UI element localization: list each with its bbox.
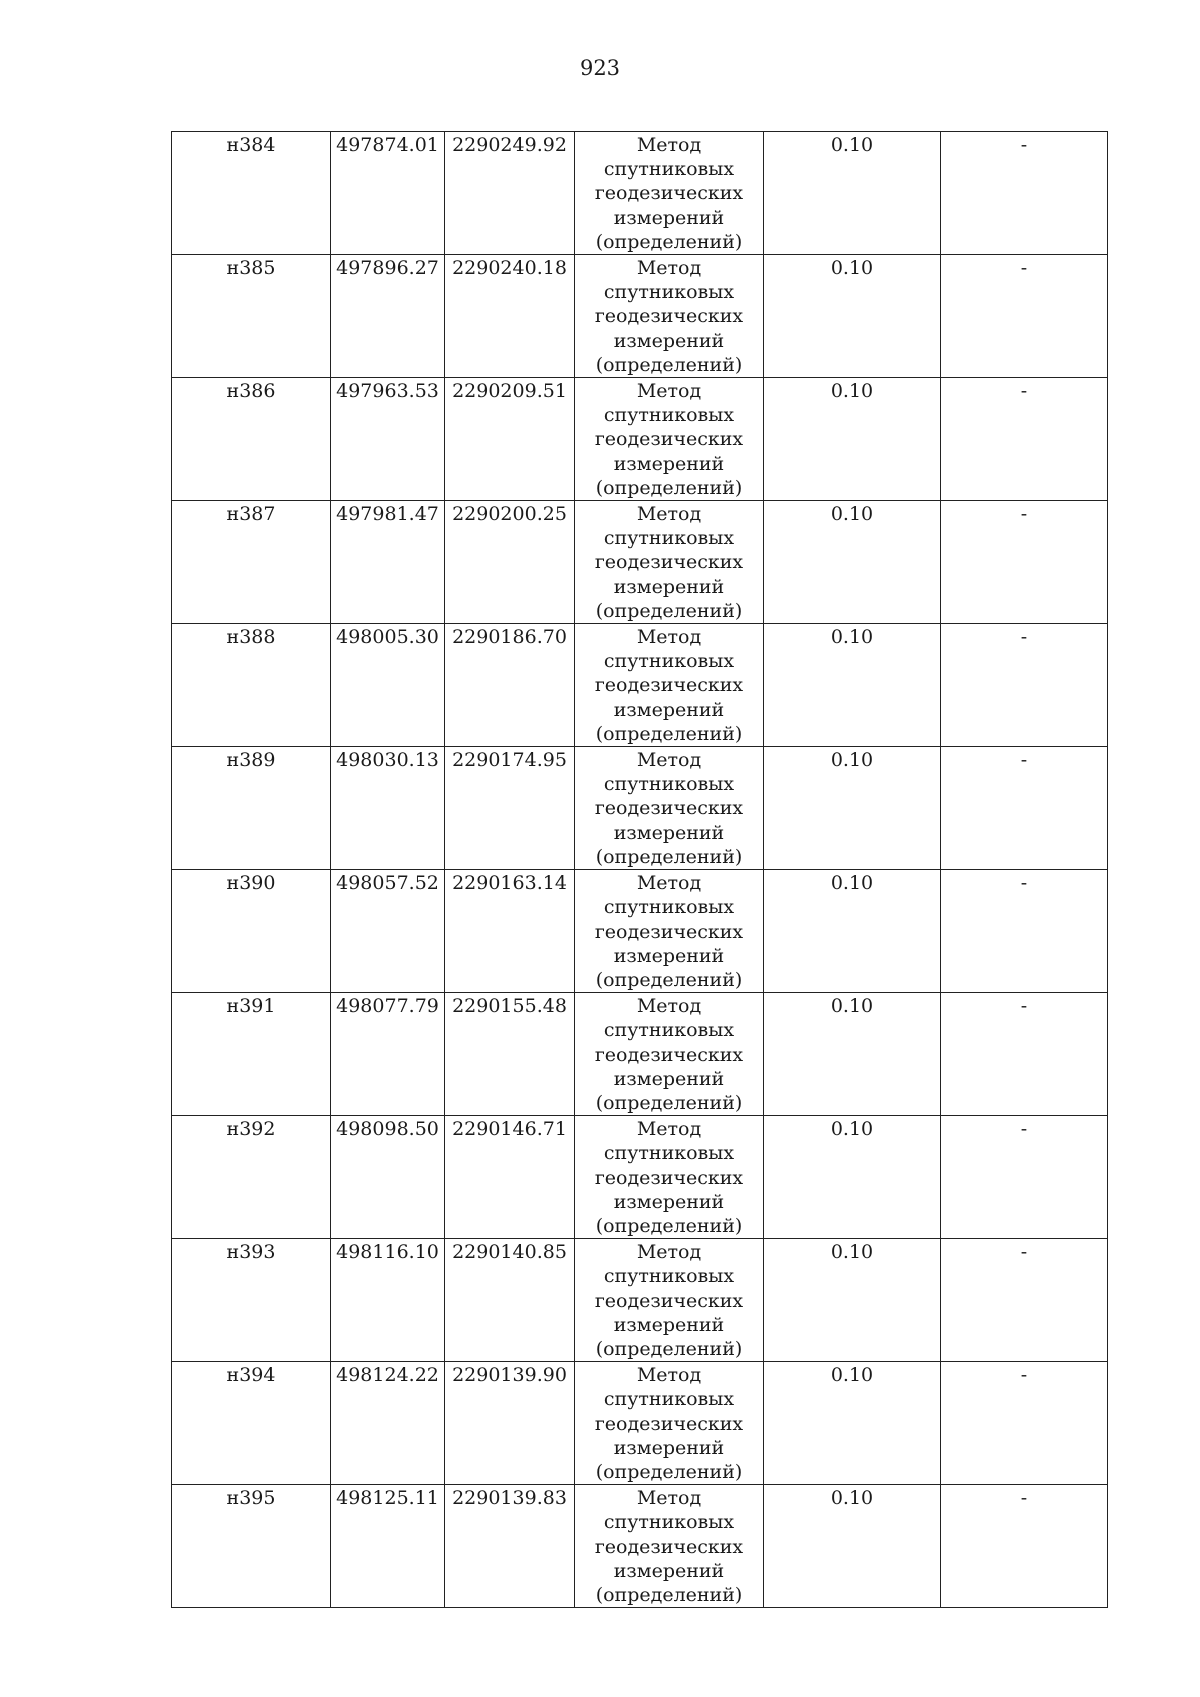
- accuracy-cell: 0.10: [764, 747, 941, 870]
- accuracy-cell: 0.10: [764, 378, 941, 501]
- point-name-cell: н394: [172, 1362, 331, 1485]
- y-coordinate-cell: 2290174.95: [445, 747, 575, 870]
- table-row: [172, 1116, 1108, 1239]
- x-coordinate-cell: 498030.13: [331, 747, 445, 870]
- accuracy-cell: 0.10: [764, 1362, 941, 1485]
- y-coordinate-cell: 2290240.18: [445, 255, 575, 378]
- x-coordinate-cell: 497874.01: [331, 132, 445, 255]
- accuracy-cell: 0.10: [764, 255, 941, 378]
- point-name-cell: н390: [172, 870, 331, 993]
- method-cell: Метод спутниковых геодезических измерений (определений): [575, 378, 764, 501]
- y-coordinate-cell: 2290155.48: [445, 993, 575, 1116]
- description-cell: -: [941, 501, 1108, 624]
- table-row: [172, 501, 1108, 624]
- y-coordinate-cell: 2290200.25: [445, 501, 575, 624]
- method-cell: Метод спутниковых геодезических измерений (определений): [575, 624, 764, 747]
- coordinates-table: [171, 131, 1108, 1608]
- description-cell: -: [941, 378, 1108, 501]
- description-cell: -: [941, 1485, 1108, 1608]
- point-name-cell: н393: [172, 1239, 331, 1362]
- method-cell: Метод спутниковых геодезических измерений (определений): [575, 501, 764, 624]
- x-coordinate-cell: 498116.10: [331, 1239, 445, 1362]
- table-row: [172, 1485, 1108, 1608]
- y-coordinate-cell: 2290140.85: [445, 1239, 575, 1362]
- table-row: [172, 993, 1108, 1116]
- description-cell: -: [941, 132, 1108, 255]
- accuracy-cell: 0.10: [764, 1239, 941, 1362]
- accuracy-cell: 0.10: [764, 1116, 941, 1239]
- y-coordinate-cell: 2290146.71: [445, 1116, 575, 1239]
- x-coordinate-cell: 498098.50: [331, 1116, 445, 1239]
- description-cell: -: [941, 747, 1108, 870]
- point-name-cell: н388: [172, 624, 331, 747]
- y-coordinate-cell: 2290139.83: [445, 1485, 575, 1608]
- y-coordinate-cell: 2290186.70: [445, 624, 575, 747]
- description-cell: -: [941, 1239, 1108, 1362]
- accuracy-cell: 0.10: [764, 132, 941, 255]
- y-coordinate-cell: 2290249.92: [445, 132, 575, 255]
- accuracy-cell: 0.10: [764, 501, 941, 624]
- description-cell: -: [941, 255, 1108, 378]
- point-name-cell: н389: [172, 747, 331, 870]
- accuracy-cell: 0.10: [764, 1485, 941, 1608]
- y-coordinate-cell: 2290209.51: [445, 378, 575, 501]
- x-coordinate-cell: 498077.79: [331, 993, 445, 1116]
- table-row: [172, 378, 1108, 501]
- description-cell: -: [941, 1362, 1108, 1485]
- point-name-cell: н387: [172, 501, 331, 624]
- accuracy-cell: 0.10: [764, 993, 941, 1116]
- point-name-cell: н392: [172, 1116, 331, 1239]
- table-row: [172, 870, 1108, 993]
- point-name-cell: н386: [172, 378, 331, 501]
- description-cell: -: [941, 1116, 1108, 1239]
- y-coordinate-cell: 2290163.14: [445, 870, 575, 993]
- page-number: 923: [579, 56, 621, 80]
- table-row: [172, 132, 1108, 255]
- table-row: [172, 255, 1108, 378]
- method-cell: Метод спутниковых геодезических измерений (определений): [575, 747, 764, 870]
- method-cell: Метод спутниковых геодезических измерений (определений): [575, 1116, 764, 1239]
- method-cell: Метод спутниковых геодезических измерений (определений): [575, 1485, 764, 1608]
- method-cell: Метод спутниковых геодезических измерений (определений): [575, 870, 764, 993]
- x-coordinate-cell: 497896.27: [331, 255, 445, 378]
- accuracy-cell: 0.10: [764, 870, 941, 993]
- x-coordinate-cell: 498124.22: [331, 1362, 445, 1485]
- table-row: [172, 1362, 1108, 1485]
- method-cell: Метод спутниковых геодезических измерений (определений): [575, 255, 764, 378]
- method-cell: Метод спутниковых геодезических измерений (определений): [575, 1239, 764, 1362]
- point-name-cell: н385: [172, 255, 331, 378]
- x-coordinate-cell: 498125.11: [331, 1485, 445, 1608]
- x-coordinate-cell: 498057.52: [331, 870, 445, 993]
- table-row: [172, 624, 1108, 747]
- x-coordinate-cell: 498005.30: [331, 624, 445, 747]
- method-cell: Метод спутниковых геодезических измерений (определений): [575, 1362, 764, 1485]
- point-name-cell: н384: [172, 132, 331, 255]
- description-cell: -: [941, 993, 1108, 1116]
- description-cell: -: [941, 624, 1108, 747]
- y-coordinate-cell: 2290139.90: [445, 1362, 575, 1485]
- point-name-cell: н391: [172, 993, 331, 1116]
- method-cell: Метод спутниковых геодезических измерений (определений): [575, 993, 764, 1116]
- x-coordinate-cell: 497963.53: [331, 378, 445, 501]
- x-coordinate-cell: 497981.47: [331, 501, 445, 624]
- point-name-cell: н395: [172, 1485, 331, 1608]
- method-cell: Метод спутниковых геодезических измерений (определений): [575, 132, 764, 255]
- accuracy-cell: 0.10: [764, 624, 941, 747]
- table-row: [172, 1239, 1108, 1362]
- coordinates-table-body: [172, 132, 1108, 1608]
- description-cell: -: [941, 870, 1108, 993]
- table-row: [172, 747, 1108, 870]
